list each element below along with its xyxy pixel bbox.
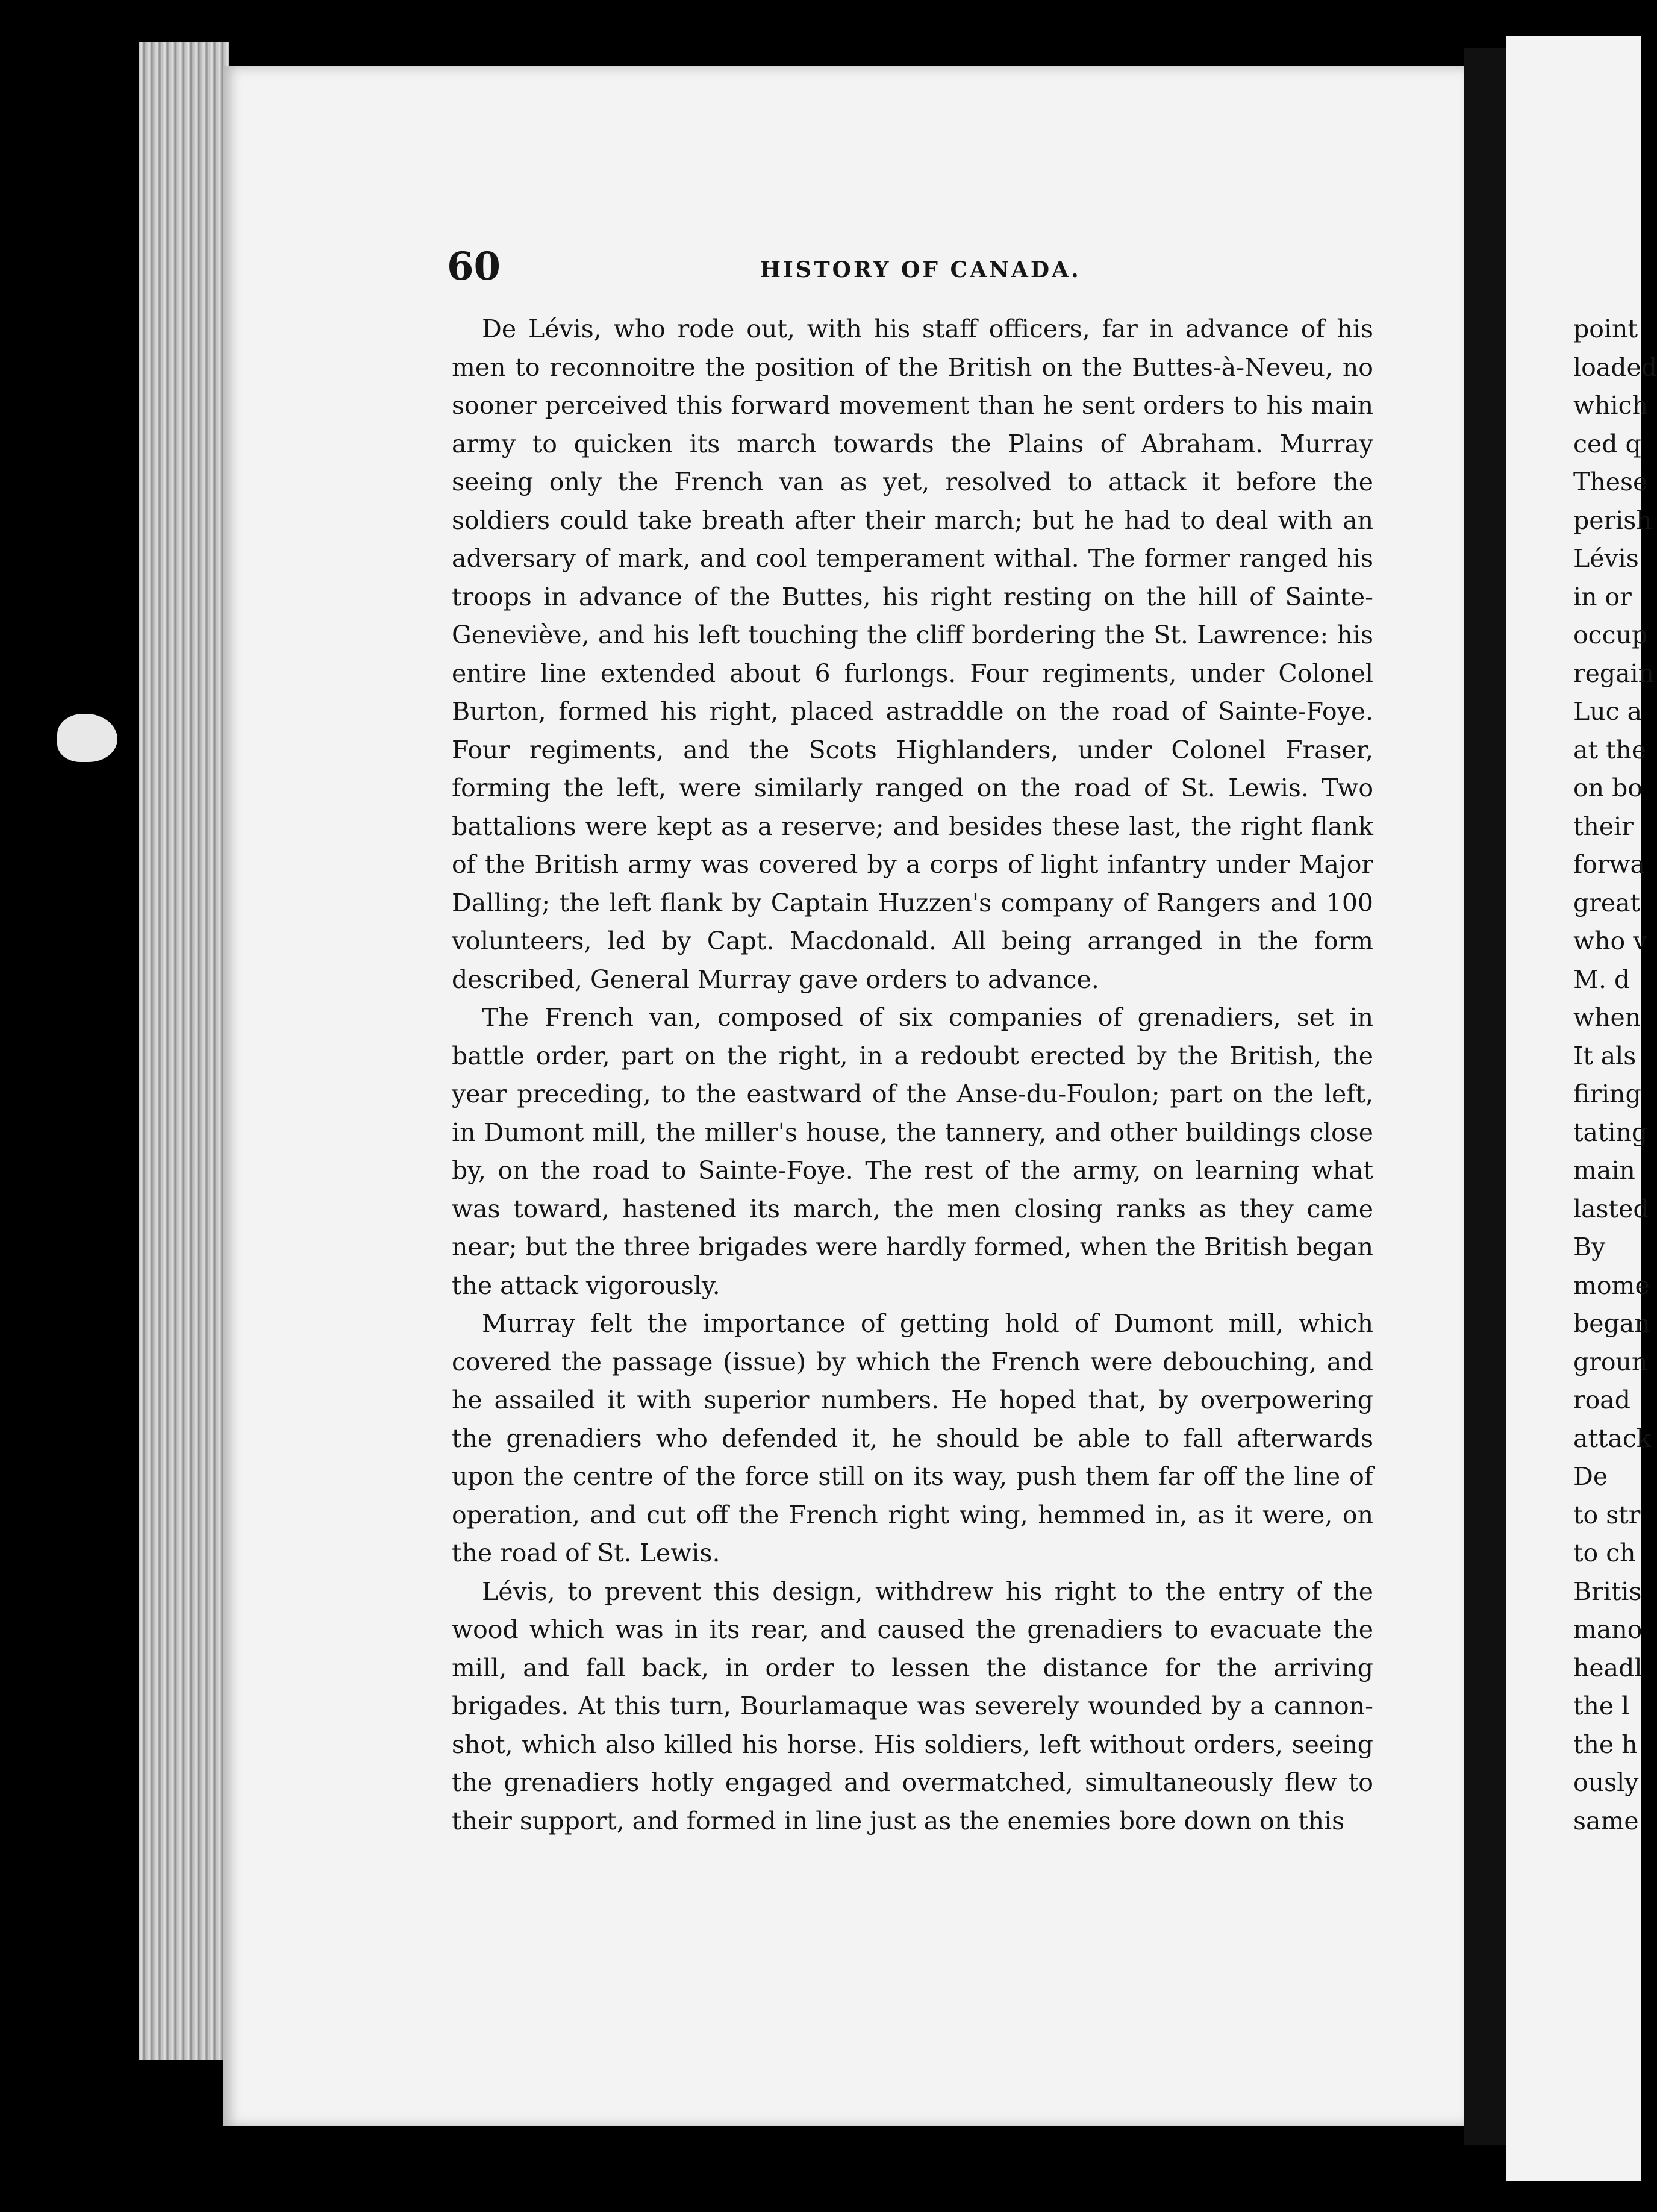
facing-page-line: ously bbox=[1573, 1768, 1639, 1797]
facing-page-line: to str bbox=[1573, 1500, 1641, 1529]
book-gutter bbox=[1464, 48, 1512, 2145]
page-number: 60 bbox=[447, 244, 501, 289]
facing-page-line: mano bbox=[1573, 1615, 1643, 1644]
facing-page-line: lasted bbox=[1573, 1194, 1649, 1223]
facing-page-line: point bbox=[1573, 314, 1638, 343]
facing-page-line: great bbox=[1573, 888, 1641, 917]
facing-page-line: forwa bbox=[1573, 850, 1645, 879]
facing-page-line: These bbox=[1573, 467, 1648, 496]
facing-page-line: tating bbox=[1573, 1117, 1648, 1147]
facing-page-line: firing bbox=[1573, 1079, 1641, 1108]
facing-page-text bbox=[1573, 310, 1657, 1840]
facing-page-line: in or bbox=[1573, 582, 1632, 611]
book-page-edges bbox=[139, 42, 229, 2060]
paragraph: Murray felt the importance of getting hold of Dumont mill, which covered the passage (issue) by which the French were debouching, and he assailed it with superior numbers. He hoped that, by overpowering the grenadiers who defended it, he should be able to fall afterwards upon the centre of the force still on its way, push them far off the line of operation, and cut off the French right wing, hemmed in, as it were, on the road of St. Lewis. bbox=[452, 1309, 1373, 1567]
body-text bbox=[452, 310, 1373, 1840]
facing-page-line: the l bbox=[1573, 1692, 1630, 1720]
facing-page-line: M. d bbox=[1573, 964, 1630, 994]
facing-page-line: which bbox=[1573, 391, 1648, 420]
paragraph: Lévis, to prevent this design, withdrew his right to the entry of the wood which was in its rear, and caused the grenadiers to evacuate the mill, and fall back, in order to lessen the distance for the arriving brigades. At this turn, Bourlamaque was severely wounded by a cannon-shot, which also killed his horse. His soldiers, left without orders, seeing the grenadiers hotly engaged and overmatched, simultaneously flew to their support, and formed in line just as the enemies bore down on this bbox=[452, 1576, 1373, 1836]
facing-page-line: main bbox=[1573, 1156, 1635, 1185]
facing-page-line: attack bbox=[1573, 1423, 1652, 1453]
facing-page-line: Britis bbox=[1573, 1576, 1642, 1606]
facing-page-line: at the bbox=[1573, 735, 1647, 764]
facing-page-line: Luc a bbox=[1573, 697, 1643, 726]
facing-page-line: who v bbox=[1573, 926, 1647, 955]
running-head bbox=[447, 244, 1387, 298]
facing-page-line: road bbox=[1573, 1386, 1630, 1414]
facing-page-line: perish bbox=[1573, 505, 1652, 535]
facing-page-line: when bbox=[1573, 1003, 1641, 1032]
facing-page-line: ced q bbox=[1573, 429, 1641, 458]
facing-page-line: It als bbox=[1573, 1041, 1637, 1070]
scan-speck bbox=[57, 714, 117, 762]
facing-page-line: occup bbox=[1573, 620, 1648, 649]
facing-page-line: De bbox=[1573, 1462, 1608, 1491]
facing-page-line: regain bbox=[1573, 658, 1655, 688]
facing-page-line: headl bbox=[1573, 1653, 1643, 1682]
facing-page-line: loaded bbox=[1573, 352, 1657, 382]
facing-page-line: their bbox=[1573, 811, 1634, 841]
facing-page-line: to ch bbox=[1573, 1539, 1636, 1567]
facing-page-line: on bo bbox=[1573, 773, 1643, 802]
paragraph: De Lévis, who rode out, with his staff officers, far in advance of his men to reconnoitre the position of the British on the Buttes-à-Neveu, no sooner perceived this forward movement than he sent orders to his main army to quicken its march towards the Plains of Abraham. Murray seeing only the French van as yet, resolved to attack it before the soldiers could take breath after their march; but he had to deal with an adversary of mark, and cool temperament withal. The former ranged his troops in advance of the Buttes, his right resting on the hill of Sainte-Geneviève, and his left touching the cliff bordering the St. Lawrence: his entire line extended about 6 furlongs. Four regiments, under Colonel Burton, formed his right, placed astraddle on the road of Sainte-Foye. Four regiments, and the Scots Highlanders, under Colonel Fraser, forming the left, were similarly ranged on the road of St. Lewis. Two battalions were kept as a reserve; and besides these last, the right flank of the British army was covered by a corps of light infantry under Major Dalling; the left flank by Captain Huzzen's company of Rangers and 100 volunteers, led by Capt. Macdonald. All being arranged in the form described, General Murray gave orders to advance. bbox=[452, 314, 1373, 994]
paragraph: The French van, composed of six companies of grenadiers, set in battle order, part on the right, in a redoubt erected by the British, the year preceding, to the eastward of the Anse-du-Foulon; part on the left, in Dumont mill, the miller's house, the tannery, and other buildings close by, on the road to Sainte-Foye. The rest of the army, on learning what was toward, hastened its march, the men closing ranks as they came near; but the three brigades were hardly formed, when the British began the attack vigorously. bbox=[452, 1003, 1373, 1300]
running-title: HISTORY OF CANADA. bbox=[760, 257, 1081, 283]
facing-page-line: the h bbox=[1573, 1729, 1638, 1759]
facing-page-line: Lévis bbox=[1573, 544, 1639, 573]
facing-page-line: By bbox=[1573, 1233, 1606, 1261]
facing-page-line: mome bbox=[1573, 1270, 1650, 1300]
facing-page-line: same bbox=[1573, 1806, 1639, 1836]
facing-page-line: began bbox=[1573, 1309, 1650, 1338]
facing-page-line: groun bbox=[1573, 1347, 1648, 1376]
